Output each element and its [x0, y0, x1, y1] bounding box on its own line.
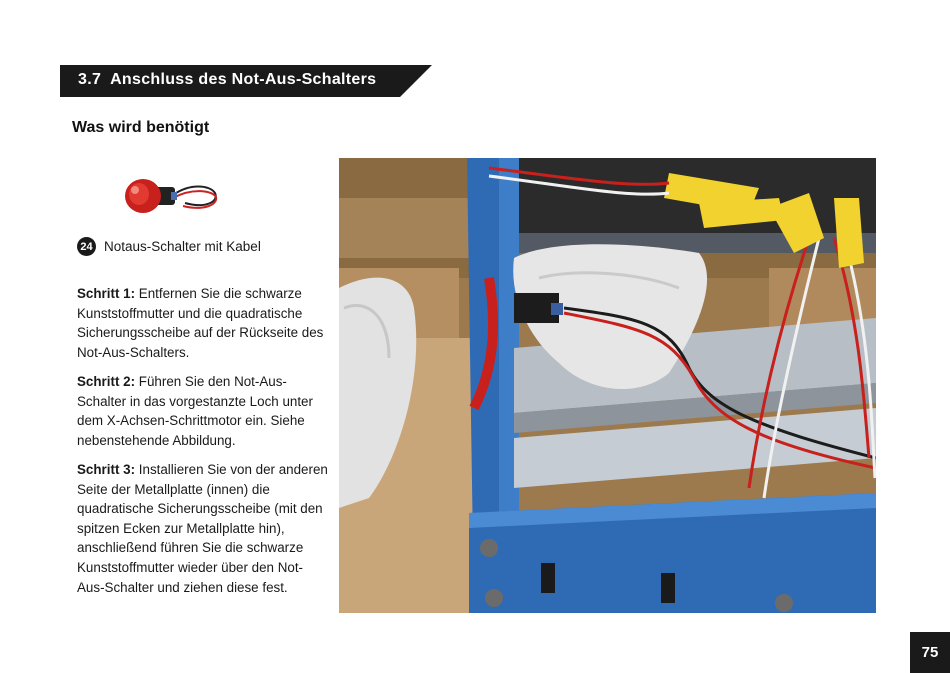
section-title: [78, 71, 376, 89]
step-1-text: Entfernen Sie die schwarze Kunststoffmutter und die quadratische Sicherungsscheibe auf der Rückseite des Not-Aus-Schalters.: [77, 286, 324, 360]
step-1-label: Schritt 1:: [77, 286, 136, 301]
step-3: [77, 460, 329, 597]
section-number: 3.7: [78, 71, 102, 88]
required-part-item: [77, 237, 261, 256]
step-1: [77, 284, 329, 362]
step-2-label: Schritt 2:: [77, 374, 136, 389]
page-number: 75: [910, 632, 950, 673]
emergency-stop-switch-icon: [115, 165, 225, 221]
step-3-text: Installieren Sie von der anderen Seite der Metallplatte (innen) die quadratische Sicherungsscheibe (mit den spitzen Ecken zur Metallplatte hin), anschließend führen Sie die schwarze Kunststoffmutter wieder über den Not-Aus-Schalter und ziehen diese fest.: [77, 462, 328, 595]
part-label: Notaus-Schalter mit Kabel: [104, 239, 261, 254]
subheading: Was wird benötigt: [72, 119, 210, 136]
step-2-text: Führen Sie den Not-Aus-Schalter in das vorgestanzte Loch unter dem X-Achsen-Schrittmotor ein. Siehe nebenstehende Abbildung.: [77, 374, 313, 448]
step-3-label: Schritt 3:: [77, 462, 136, 477]
part-number-badge: 24: [77, 237, 96, 256]
installation-photo: [339, 158, 876, 613]
step-2: [77, 372, 329, 450]
section-title-text: Anschluss des Not-Aus-Schalters: [110, 71, 377, 88]
section-banner: [60, 65, 432, 97]
